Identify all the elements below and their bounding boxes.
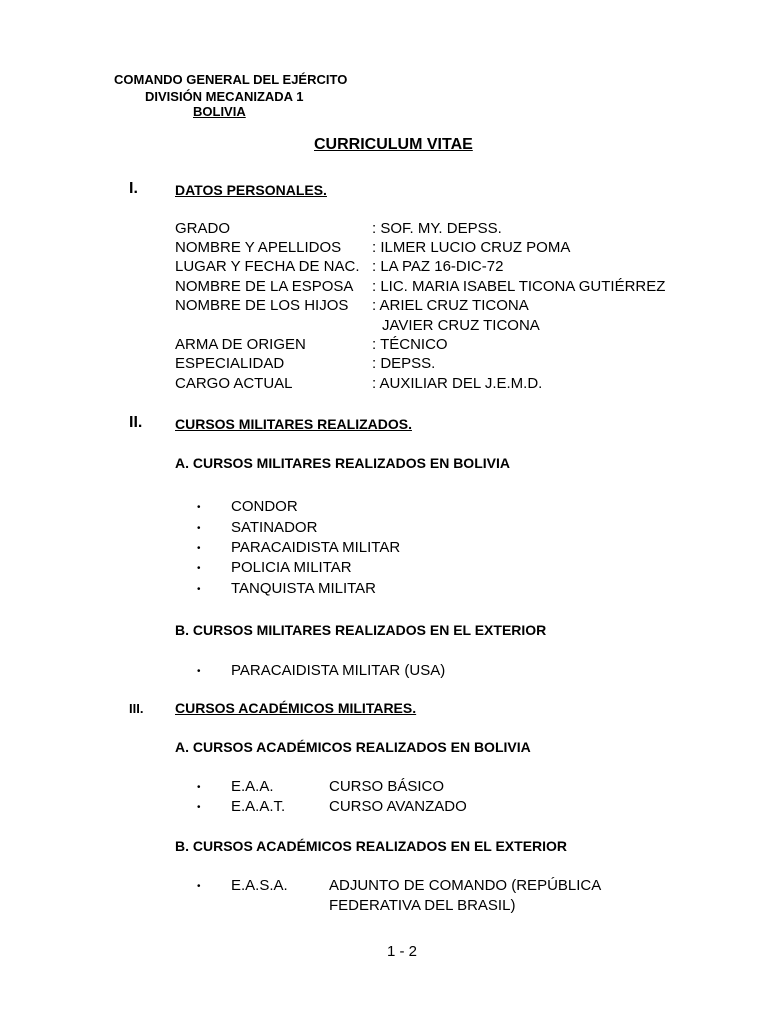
- list-item: POLICIA MILITAR: [231, 559, 352, 576]
- course-name: FEDERATIVA DEL BRASIL): [329, 897, 516, 914]
- field-label: CARGO ACTUAL: [175, 375, 293, 392]
- list-item: TANQUISTA MILITAR: [231, 580, 377, 597]
- section-3-numeral: III.: [129, 701, 144, 716]
- header-division: DIVISIÓN MECANIZADA 1: [145, 89, 304, 104]
- field-value: : ARIEL CRUZ TICONA: [372, 297, 529, 314]
- list-item: CONDOR: [231, 498, 298, 515]
- field-value: JAVIER CRUZ TICONA: [382, 317, 540, 334]
- page-number: 1 - 2: [387, 943, 418, 960]
- list-item: SATINADOR: [231, 519, 318, 536]
- field-value: : LA PAZ 16-DIC-72: [372, 258, 504, 275]
- header-command: COMANDO GENERAL DEL EJÉRCITO: [114, 72, 348, 87]
- section-2-numeral: II.: [129, 414, 143, 431]
- section-1-numeral: I.: [129, 180, 138, 197]
- field-value: : ILMER LUCIO CRUZ POMA: [372, 239, 571, 256]
- bullet-icon: •: [197, 782, 201, 793]
- school-name: E.A.A.: [231, 778, 274, 795]
- document-title: CURRICULUM VITAE: [314, 136, 473, 153]
- field-label: ARMA DE ORIGEN: [175, 336, 306, 353]
- bullet-icon: •: [197, 802, 201, 813]
- bullet-icon: •: [197, 523, 201, 534]
- bullet-icon: •: [197, 543, 201, 554]
- course-name: CURSO BÁSICO: [329, 778, 445, 795]
- bullet-icon: •: [197, 502, 201, 513]
- field-label: ESPECIALIDAD: [175, 355, 285, 372]
- section-3b-heading: B. CURSOS ACADÉMICOS REALIZADOS EN EL EXTERIOR: [175, 838, 568, 854]
- field-value: : DEPSS.: [372, 355, 436, 372]
- header-country: BOLIVIA: [193, 104, 246, 119]
- section-2-heading: CURSOS MILITARES REALIZADOS.: [175, 416, 412, 432]
- section-1-heading: DATOS PERSONALES.: [175, 182, 327, 198]
- bullet-icon: •: [197, 666, 201, 677]
- field-label: NOMBRE DE LOS HIJOS: [175, 297, 349, 314]
- course-name: CURSO AVANZADO: [329, 798, 467, 815]
- field-value: : SOF. MY. DEPSS.: [372, 220, 502, 237]
- section-2a-heading: A. CURSOS MILITARES REALIZADOS EN BOLIVIA: [175, 455, 510, 471]
- field-value: : TÉCNICO: [372, 336, 448, 353]
- list-item: PARACAIDISTA MILITAR: [231, 539, 401, 556]
- field-value: : AUXILIAR DEL J.E.M.D.: [372, 375, 543, 392]
- field-value: : LIC. MARIA ISABEL TICONA GUTIÉRREZ: [372, 278, 666, 295]
- field-label: LUGAR Y FECHA DE NAC.: [175, 258, 360, 275]
- section-3a-heading: A. CURSOS ACADÉMICOS REALIZADOS EN BOLIVIA: [175, 739, 531, 755]
- field-label: NOMBRE DE LA ESPOSA: [175, 278, 354, 295]
- field-label: NOMBRE Y APELLIDOS: [175, 239, 342, 256]
- section-3-heading: CURSOS ACADÉMICOS MILITARES.: [175, 700, 417, 716]
- bullet-icon: •: [197, 881, 201, 892]
- school-name: E.A.A.T.: [231, 798, 286, 815]
- field-label: GRADO: [175, 220, 231, 237]
- course-name: ADJUNTO DE COMANDO (REPÚBLICA: [329, 877, 602, 894]
- bullet-icon: •: [197, 584, 201, 595]
- list-item: PARACAIDISTA MILITAR (USA): [231, 662, 446, 679]
- bullet-icon: •: [197, 563, 201, 574]
- school-name: E.A.S.A.: [231, 877, 288, 894]
- section-2b-heading: B. CURSOS MILITARES REALIZADOS EN EL EXTERIOR: [175, 622, 547, 638]
